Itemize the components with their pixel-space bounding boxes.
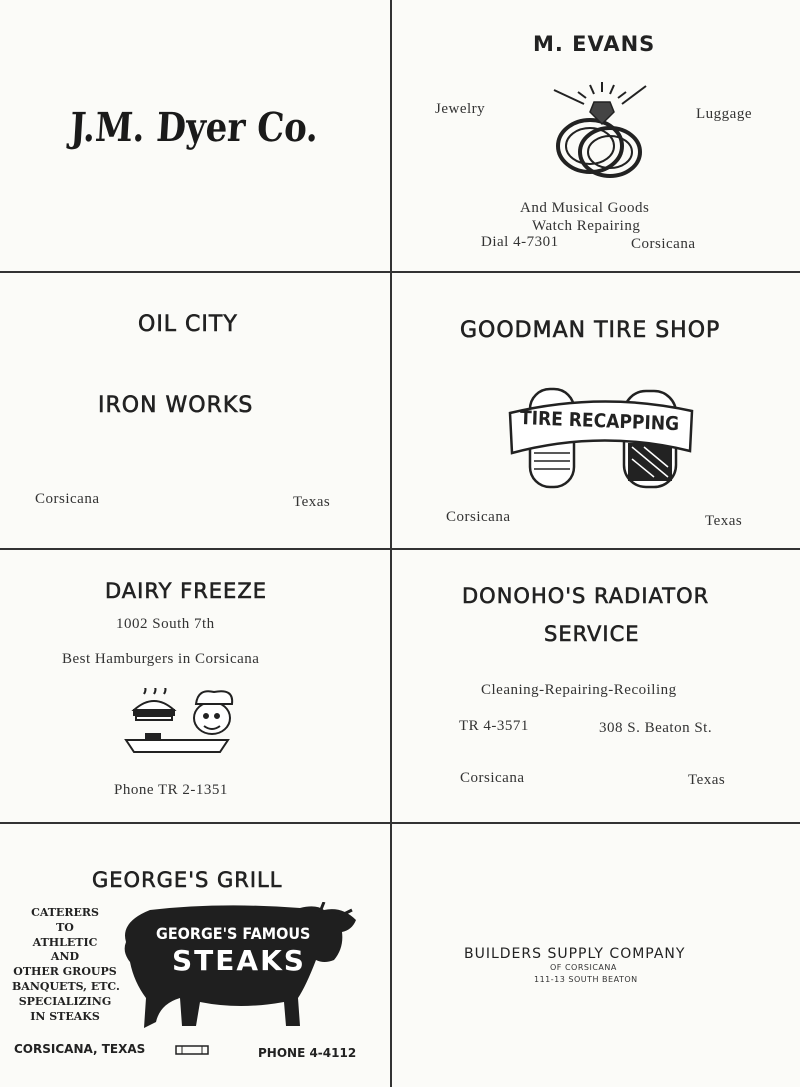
ad-georges-grill: [0, 824, 390, 1087]
dairy-address: 1002 South 7th: [116, 616, 215, 632]
donoho-state: Texas: [688, 772, 726, 788]
dairy-phone: Phone TR 2-1351: [114, 782, 228, 798]
donoho-city: Corsicana: [460, 770, 525, 786]
grill-emblem-icon: [174, 1044, 210, 1056]
caterers-line: OTHER GROUPS: [13, 965, 117, 979]
ad-m-evans: [392, 0, 800, 271]
evans-city: Corsicana: [631, 236, 696, 252]
ad-goodman: [392, 273, 800, 548]
caterers-line: TO: [56, 920, 74, 934]
oil-city-line2: IRON WORKS: [98, 393, 254, 418]
donoho-name-line1: DONOHO'S RADIATOR: [462, 584, 710, 608]
ad-dairy-freeze: [0, 550, 390, 822]
caterers-line: AND: [50, 950, 80, 964]
george-phone: PHONE 4-4112: [258, 1046, 357, 1060]
evans-name: M. EVANS: [533, 32, 656, 56]
george-city: CORSICANA, TEXAS: [14, 1042, 146, 1056]
tires-icon: [508, 381, 694, 491]
evans-watch-repairing: Watch Repairing: [532, 218, 641, 234]
donoho-phone: TR 4-3571: [459, 718, 529, 734]
donoho-name-line2: SERVICE: [544, 622, 640, 646]
ad-donoho: [392, 550, 800, 822]
caterers-line: BANQUETS, ETC.: [12, 979, 120, 993]
evans-phone: Dial 4-7301: [481, 234, 559, 250]
dairy-name: DAIRY FREEZE: [105, 579, 267, 603]
goodman-state: Texas: [705, 513, 743, 529]
caterers-line: ATHLETIC: [32, 935, 98, 949]
ad-builders-supply: [392, 824, 800, 1087]
dairy-slogan: Best Hamburgers in Corsicana: [62, 651, 260, 667]
builders-sub: OF CORSICANA: [550, 963, 617, 972]
caterers-line: IN STEAKS: [30, 1009, 100, 1023]
george-name: GEORGE'S GRILL: [92, 868, 283, 892]
ring-icon: [550, 80, 650, 186]
dyer-logo-text: J.M. Dyer Co.: [68, 104, 320, 151]
builders-address: 111-13 SOUTH BEATON: [534, 975, 638, 984]
caterers-line: SPECIALIZING: [18, 994, 112, 1008]
oil-city-line1: OIL CITY: [138, 312, 238, 337]
george-caterers-list: [12, 906, 118, 1024]
caterers-line: CATERERS: [31, 906, 99, 919]
evans-jewelry-label: Jewelry: [435, 101, 486, 117]
ad-jm-dyer: [0, 0, 390, 271]
evans-luggage-label: Luggage: [696, 106, 752, 122]
oil-city-city: Corsicana: [35, 491, 100, 507]
donoho-address: 308 S. Beaton St.: [599, 720, 713, 736]
evans-musical-goods: And Musical Goods: [520, 200, 650, 216]
ad-oil-city: [0, 273, 390, 548]
hamburger-chef-icon: [124, 688, 244, 758]
tire-recapping-banner: TIRE RECAPPING: [519, 407, 680, 436]
goodman-city: Corsicana: [446, 509, 511, 525]
donoho-services: Cleaning-Repairing-Recoiling: [481, 682, 677, 698]
goodman-name: GOODMAN TIRE SHOP: [460, 318, 721, 343]
steer-steaks-text: STEAKS: [172, 944, 306, 977]
oil-city-state: Texas: [293, 494, 331, 510]
builders-name: BUILDERS SUPPLY COMPANY: [464, 946, 686, 962]
steer-famous-text: GEORGE'S FAMOUS: [156, 924, 311, 943]
